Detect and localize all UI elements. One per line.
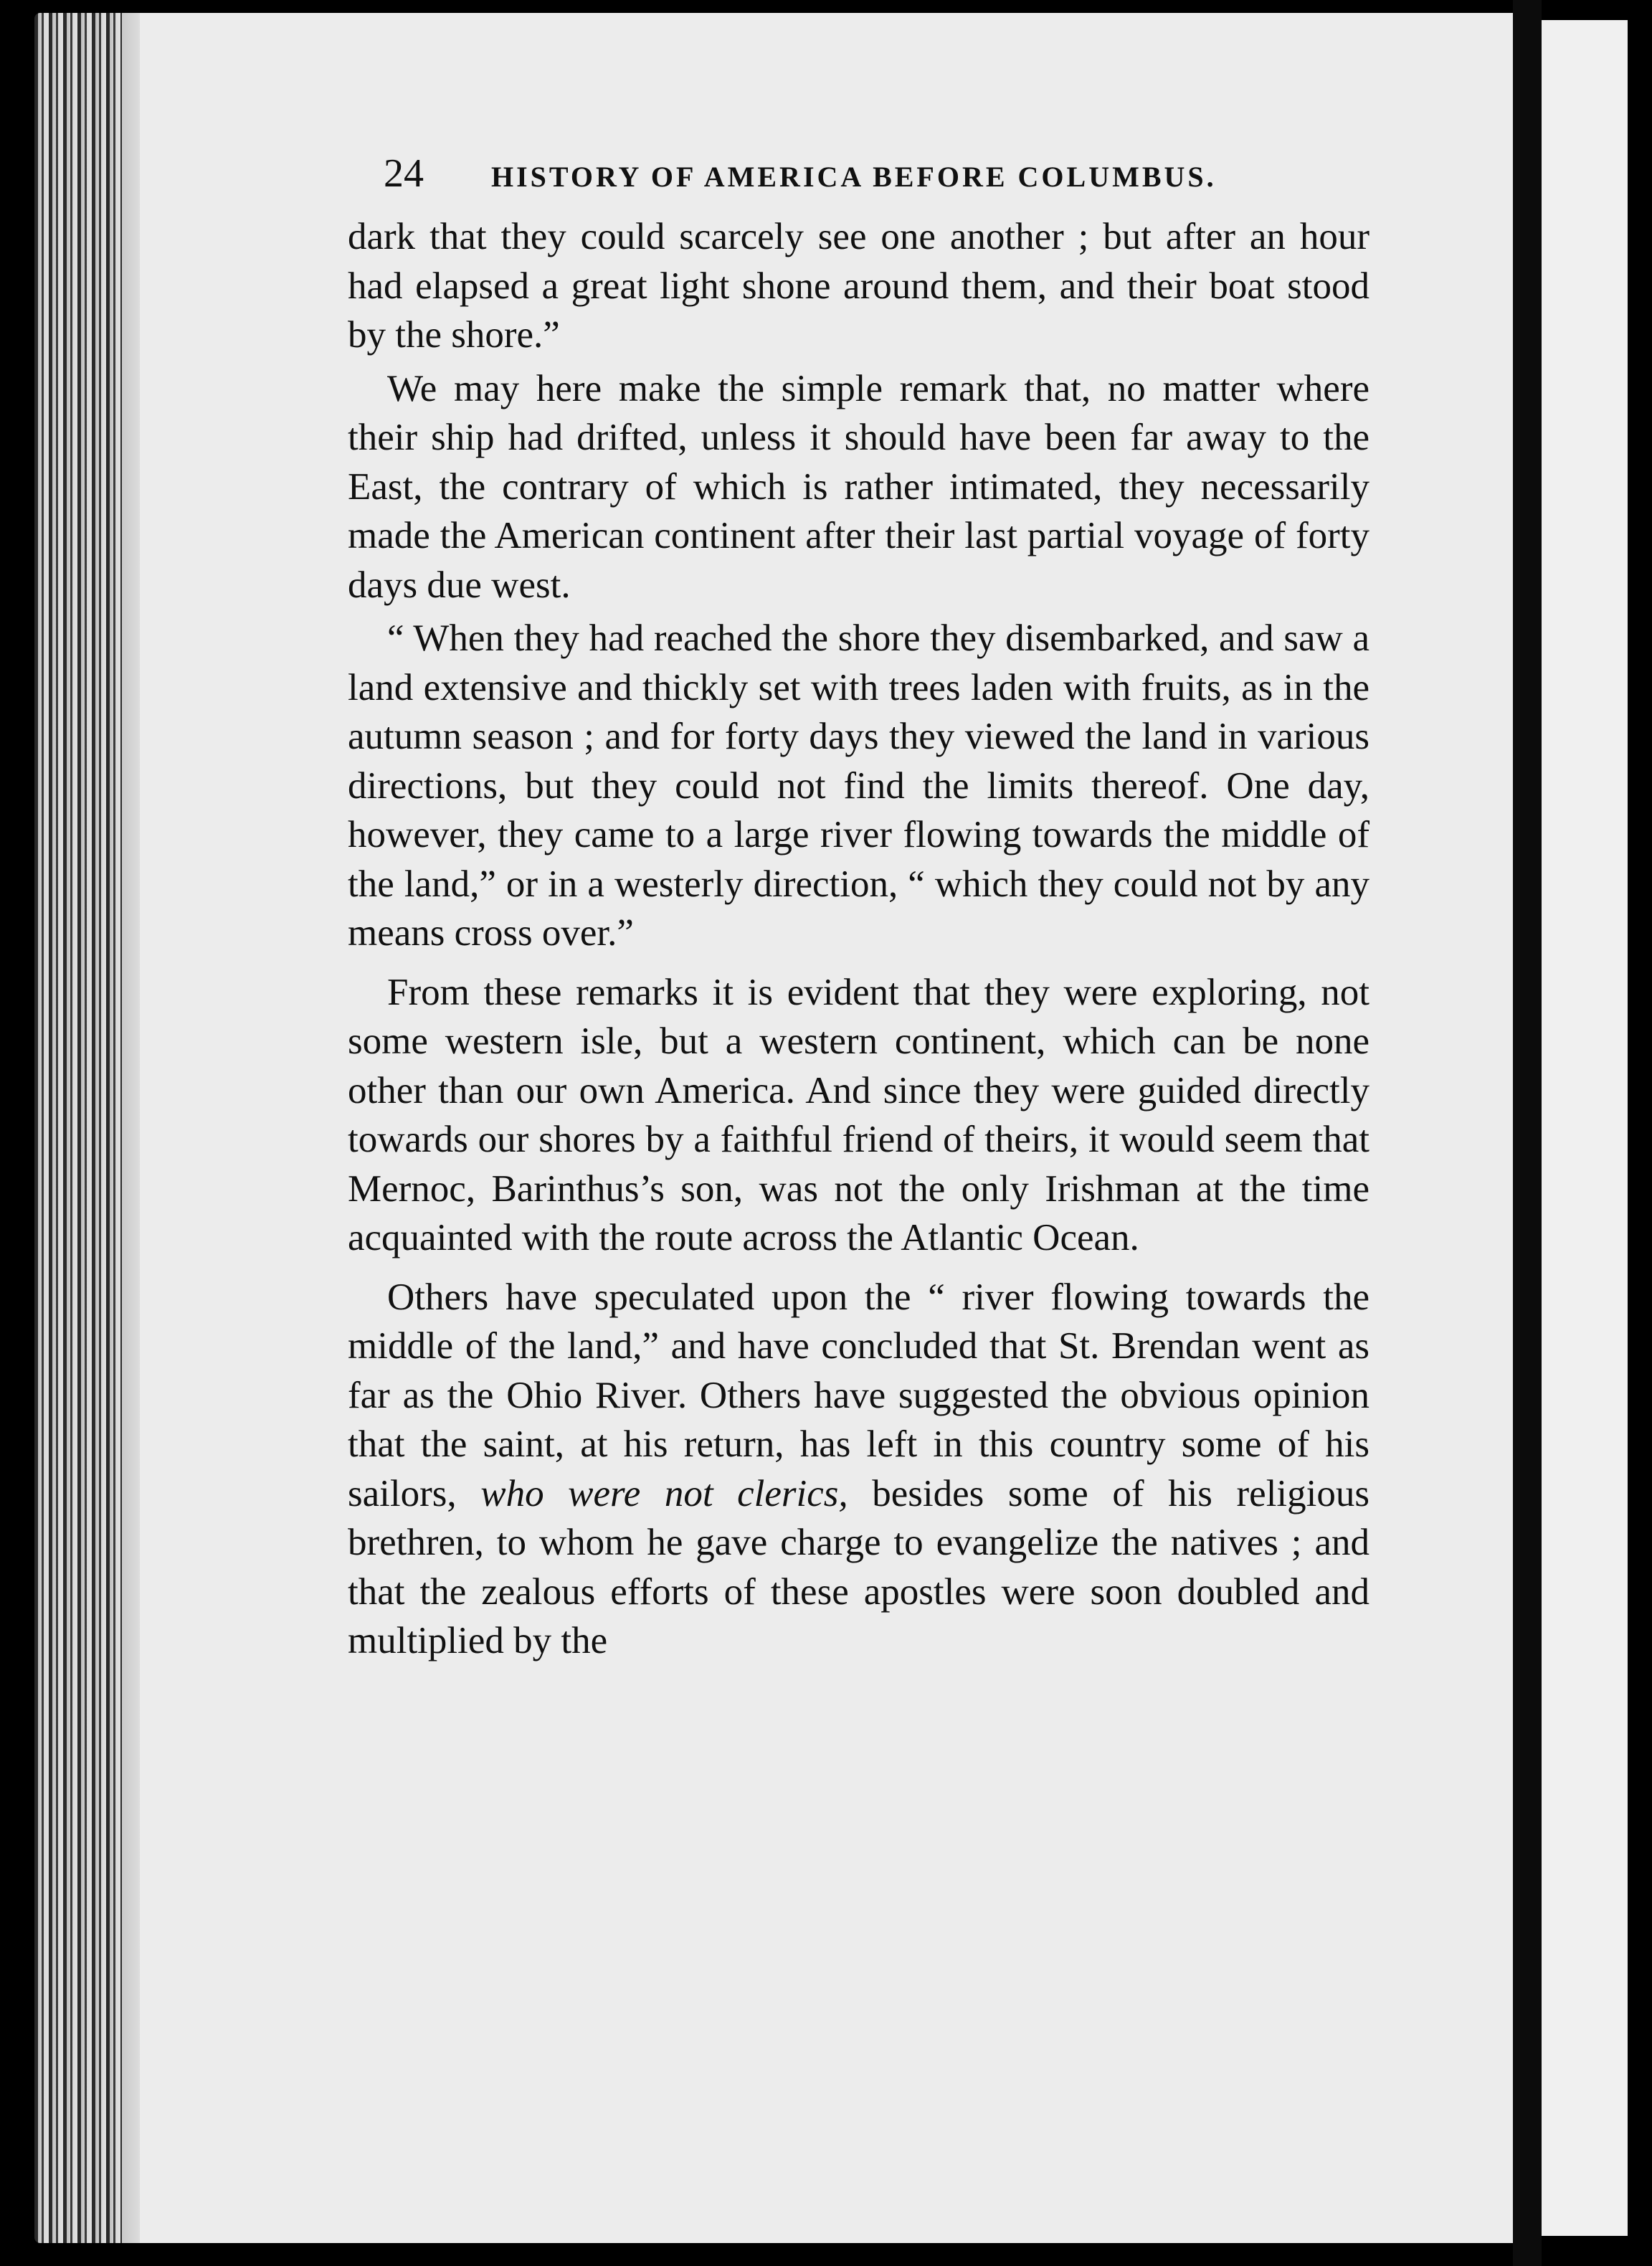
paragraph-3: “ When they had reached the shore they disembarked, and saw a land extensive and thickly set with trees laden with fruits, as in the autumn season ; and for forty days they viewed the land in various directions, but they could not find the limits thereof. One day, however, they came to a large river flowing towards the middle of the land,” or in a westerly direction, “ which they could not by any means cross over.” xyxy=(348,617,1369,954)
paragraph-5-text-start: Others have speculated upon the “ river flowing towards the middle of the land,” and have concluded that St. Brendan went as far as the Ohio River. Others have suggested the obvious opinion that the saint, at his return, has left in this country some of his sailors, xyxy=(348,1276,1369,1514)
paragraph-2: We may here make the simple remark that, no matter where their ship had drifted, unless it should have been far away to the East, the contrary of which is rather intimated, they necessarily made the American continent after their last partial voyage of forty days due west. xyxy=(348,367,1369,606)
paragraph-5-text-end: besides some of his religious brethren, to whom he gave charge to evangelize the natives ; and that the zealous efforts of these apostles were soon doubled and multiplied by the xyxy=(348,1472,1369,1661)
scan-edge xyxy=(1628,0,1652,2266)
paragraph-5-italic: who were not clerics, xyxy=(480,1472,848,1514)
book-gutter xyxy=(1513,0,1542,2266)
paragraph-5 xyxy=(348,1273,1369,1666)
running-title: HISTORY OF AMERICA BEFORE COLUMBUS. xyxy=(491,161,1217,193)
running-head xyxy=(384,151,1369,212)
facing-page-edge xyxy=(1542,20,1635,2236)
paragraph-4: From these remarks it is evident that they were exploring, not some western isle, but a western continent, which can be none other than our own America. And since they were guided directly towards our shores by a faithful friend of theirs, it would seem that Mernoc, Barinthus’s son, was not the only Irishman at the time acquainted with the route across the Atlantic Ocean. xyxy=(348,971,1369,1258)
paragraph-1: dark that they could scarcely see one another ; but after an hour had elapsed a great light shone around them, and their boat stood by the shore.” xyxy=(348,216,1369,356)
page-text xyxy=(348,151,1369,1666)
page-number: 24 xyxy=(384,151,424,196)
